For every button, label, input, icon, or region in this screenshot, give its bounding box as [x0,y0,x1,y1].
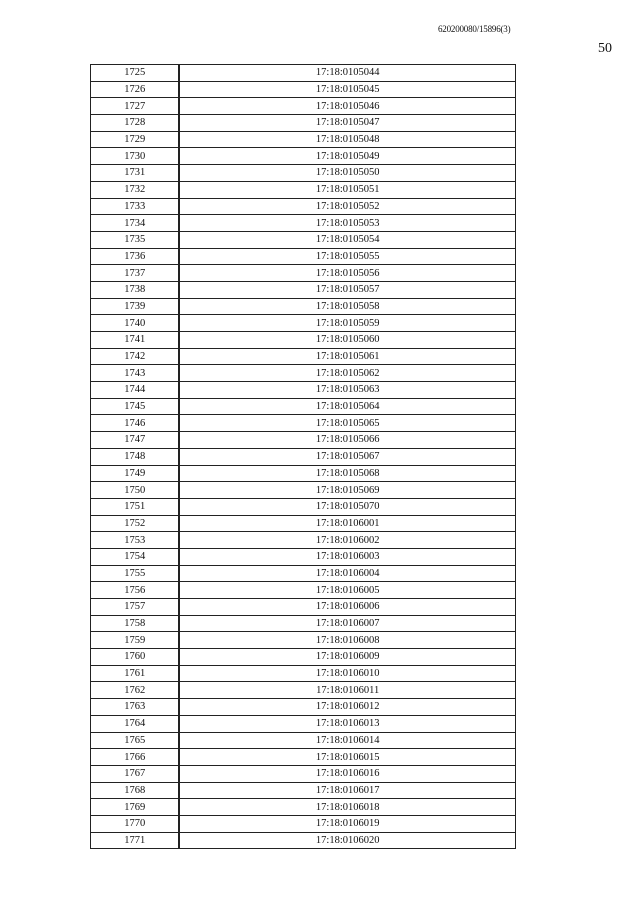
cadastral-code-cell: 17:18:0106011 [179,682,515,699]
row-number-cell: 1735 [91,231,180,248]
table-row [91,81,516,98]
cadastral-code-cell: 17:18:0105064 [179,398,515,415]
row-number-cell: 1750 [91,482,180,499]
row-number-cell: 1763 [91,699,180,716]
row-number-cell: 1729 [91,131,180,148]
cadastral-code-cell: 17:18:0106003 [179,548,515,565]
table-row [91,832,516,849]
cadastral-code-cell: 17:18:0105046 [179,98,515,115]
table-row [91,148,516,165]
row-number-cell: 1733 [91,198,180,215]
row-number-cell: 1749 [91,465,180,482]
row-number-cell: 1760 [91,649,180,666]
row-number-cell: 1745 [91,398,180,415]
table-row [91,649,516,666]
table-row [91,799,516,816]
row-number-cell: 1737 [91,265,180,282]
row-number-cell: 1744 [91,382,180,399]
row-number-cell: 1769 [91,799,180,816]
cadastral-code-cell: 17:18:0106014 [179,732,515,749]
cadastral-code-cell: 17:18:0106019 [179,815,515,832]
table-row [91,215,516,232]
table-row [91,348,516,365]
table-row [91,315,516,332]
cadastral-code-cell: 17:18:0105053 [179,215,515,232]
cadastral-code-cell: 17:18:0105054 [179,231,515,248]
cadastral-code-cell: 17:18:0106004 [179,565,515,582]
row-number-cell: 1734 [91,215,180,232]
row-number-cell: 1739 [91,298,180,315]
cadastral-code-cell: 17:18:0105065 [179,415,515,432]
table-row [91,532,516,549]
row-number-cell: 1741 [91,332,180,349]
table-row [91,715,516,732]
row-number-cell: 1766 [91,749,180,766]
row-number-cell: 1736 [91,248,180,265]
cadastral-code-cell: 17:18:0106012 [179,699,515,716]
table-row [91,565,516,582]
cadastral-code-cell: 17:18:0105044 [179,65,515,82]
document-code: 620200080/15896(3) [438,24,511,34]
table-row [91,398,516,415]
table-row [91,498,516,515]
table-row [91,165,516,182]
cadastral-code-cell: 17:18:0105050 [179,165,515,182]
table-row [91,465,516,482]
row-number-cell: 1746 [91,415,180,432]
row-number-cell: 1738 [91,281,180,298]
table-row [91,332,516,349]
table-row [91,131,516,148]
row-number-cell: 1731 [91,165,180,182]
table-row [91,749,516,766]
row-number-cell: 1726 [91,81,180,98]
row-number-cell: 1740 [91,315,180,332]
cadastral-code-cell: 17:18:0105047 [179,115,515,132]
cadastral-code-cell: 17:18:0105068 [179,465,515,482]
table-row [91,582,516,599]
table-row [91,231,516,248]
table-body [91,65,516,849]
table-row [91,415,516,432]
table-row [91,632,516,649]
cadastral-code-cell: 17:18:0105066 [179,432,515,449]
cadastral-code-cell: 17:18:0106009 [179,649,515,666]
row-number-cell: 1755 [91,565,180,582]
cadastral-code-cell: 17:18:0105049 [179,148,515,165]
row-number-cell: 1756 [91,582,180,599]
cadastral-code-cell: 17:18:0106002 [179,532,515,549]
cadastral-code-cell: 17:18:0106016 [179,765,515,782]
cadastral-code-cell: 17:18:0105048 [179,131,515,148]
cadastral-code-cell: 17:18:0106006 [179,599,515,616]
row-number-cell: 1743 [91,365,180,382]
cadastral-code-cell: 17:18:0105055 [179,248,515,265]
table-row [91,198,516,215]
row-number-cell: 1762 [91,682,180,699]
table-row [91,432,516,449]
cadastral-code-cell: 17:18:0105069 [179,482,515,499]
table-row [91,65,516,82]
table-row [91,732,516,749]
table-row [91,115,516,132]
row-number-cell: 1765 [91,732,180,749]
row-number-cell: 1732 [91,181,180,198]
cadastral-code-cell: 17:18:0105052 [179,198,515,215]
table-row [91,515,516,532]
table-row [91,782,516,799]
table-row [91,265,516,282]
row-number-cell: 1748 [91,448,180,465]
cadastral-code-cell: 17:18:0105051 [179,181,515,198]
row-number-cell: 1725 [91,65,180,82]
row-number-cell: 1742 [91,348,180,365]
table-row [91,281,516,298]
cadastral-code-cell: 17:18:0106008 [179,632,515,649]
table-row [91,248,516,265]
cadastral-code-cell: 17:18:0106017 [179,782,515,799]
row-number-cell: 1761 [91,665,180,682]
row-number-cell: 1747 [91,432,180,449]
table-row [91,682,516,699]
cadastral-code-cell: 17:18:0106001 [179,515,515,532]
row-number-cell: 1770 [91,815,180,832]
row-number-cell: 1764 [91,715,180,732]
cadastral-code-cell: 17:18:0105057 [179,281,515,298]
row-number-cell: 1728 [91,115,180,132]
table-row [91,448,516,465]
row-number-cell: 1727 [91,98,180,115]
row-number-cell: 1758 [91,615,180,632]
cadastral-code-cell: 17:18:0106020 [179,832,515,849]
cadastral-code-cell: 17:18:0106013 [179,715,515,732]
cadastral-code-cell: 17:18:0105058 [179,298,515,315]
table-row [91,382,516,399]
row-number-cell: 1753 [91,532,180,549]
cadastral-code-cell: 17:18:0105060 [179,332,515,349]
row-number-cell: 1730 [91,148,180,165]
cadastral-code-cell: 17:18:0105061 [179,348,515,365]
cadastral-code-cell: 17:18:0106018 [179,799,515,816]
table-row [91,765,516,782]
cadastral-code-cell: 17:18:0105067 [179,448,515,465]
cadastral-code-cell: 17:18:0105063 [179,382,515,399]
table-row [91,615,516,632]
table-row [91,365,516,382]
cadastral-code-cell: 17:18:0106007 [179,615,515,632]
table-row [91,298,516,315]
table-row [91,665,516,682]
row-number-cell: 1759 [91,632,180,649]
cadastral-code-cell: 17:18:0106005 [179,582,515,599]
table-row [91,815,516,832]
row-number-cell: 1757 [91,599,180,616]
row-number-cell: 1751 [91,498,180,515]
table-row [91,548,516,565]
table-row [91,599,516,616]
cadastral-code-cell: 17:18:0105056 [179,265,515,282]
table-row [91,482,516,499]
page-number: 50 [598,41,612,56]
cadastral-code-cell: 17:18:0106015 [179,749,515,766]
cadastral-code-cell: 17:18:0105070 [179,498,515,515]
row-number-cell: 1768 [91,782,180,799]
cadastral-code-cell: 17:18:0105059 [179,315,515,332]
cadastral-code-cell: 17:18:0105045 [179,81,515,98]
cadastral-code-cell: 17:18:0105062 [179,365,515,382]
cadastral-code-cell: 17:18:0106010 [179,665,515,682]
table-row [91,181,516,198]
row-number-cell: 1771 [91,832,180,849]
table-row [91,98,516,115]
cadastral-table [90,64,516,849]
row-number-cell: 1754 [91,548,180,565]
row-number-cell: 1752 [91,515,180,532]
row-number-cell: 1767 [91,765,180,782]
table-row [91,699,516,716]
